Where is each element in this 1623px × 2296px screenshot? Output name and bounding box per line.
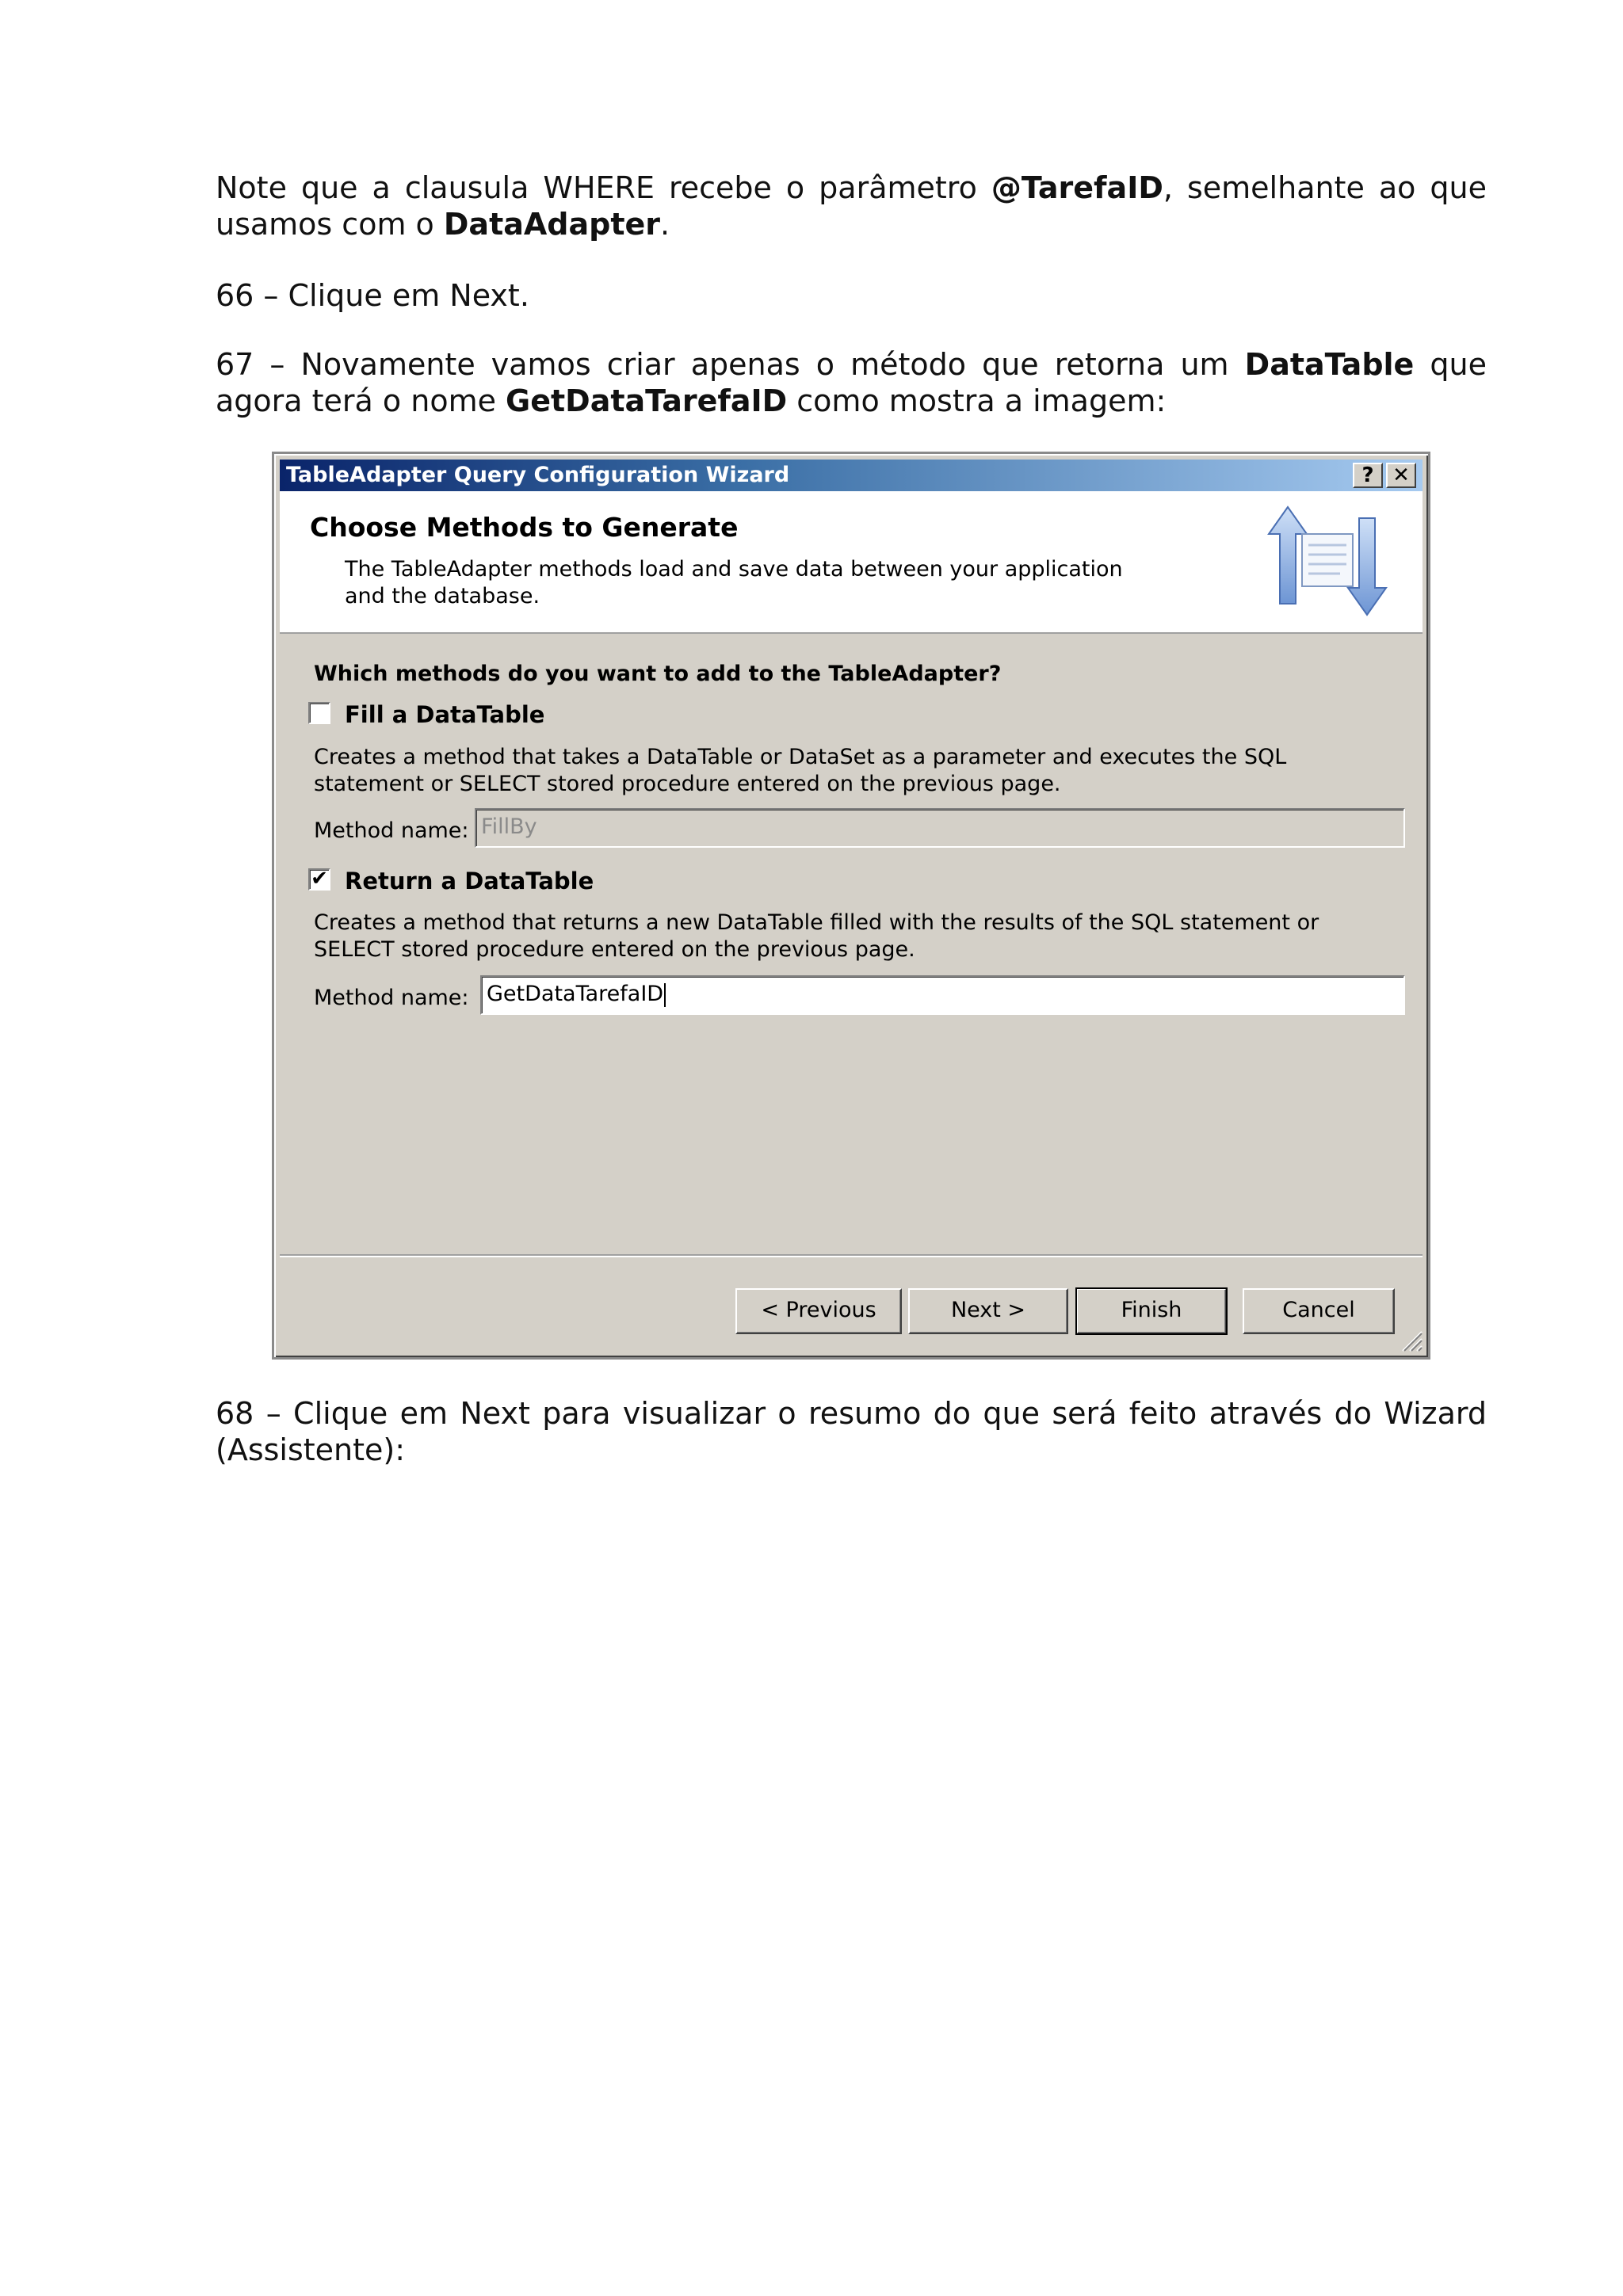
fill-datatable-checkbox[interactable] <box>308 702 330 724</box>
return-datatable-description: Creates a method that returns a new DataTable filled with the results of the SQL statement or SELECT stored procedure entered on the previous page. <box>314 910 1319 962</box>
bold-term-datatable: DataTable <box>1244 347 1415 382</box>
text-caret <box>664 983 666 1007</box>
paragraph-step-67 <box>216 346 1487 419</box>
text: Note que a clausula WHERE recebe o parâmetro <box>216 170 991 205</box>
resize-grip-icon[interactable] <box>1396 1325 1423 1352</box>
bold-term-getdatatarefaid: GetDataTarefaID <box>506 383 788 418</box>
return-datatable-label[interactable]: Return a DataTable <box>345 868 594 894</box>
text: . <box>660 207 670 242</box>
paragraph-step-66: 66 – Clique em Next. <box>216 278 529 313</box>
return-method-name-value: GetDataTarefaID <box>487 982 664 1006</box>
next-button[interactable]: Next > <box>908 1288 1068 1334</box>
return-datatable-checkbox[interactable] <box>308 868 330 891</box>
footer-separator <box>280 1254 1423 1257</box>
fill-method-name-label: Method name: <box>314 818 469 843</box>
fill-method-name-value: FillBy <box>481 814 537 839</box>
bold-term-tarefaid: @TarefaID <box>991 170 1163 205</box>
wizard-header-panel <box>280 491 1423 634</box>
dialog-title: TableAdapter Query Configuration Wizard <box>286 463 790 487</box>
fill-datatable-label[interactable]: Fill a DataTable <box>345 701 545 728</box>
tableadapter-wizard-dialog <box>272 452 1430 1360</box>
wizard-step-title: Choose Methods to Generate <box>310 512 739 543</box>
paragraph-step-68: 68 – Clique em Next para visualizar o resumo do que será feito através do Wizard (Assistente): <box>216 1396 1487 1467</box>
paragraph-note-where <box>216 170 1487 242</box>
fill-method-name-input[interactable] <box>475 808 1405 848</box>
help-icon: ? <box>1361 463 1374 487</box>
fill-datatable-description: Creates a method that takes a DataTable or DataSet as a parameter and executes the SQL statement or SELECT stored procedure entered on the previous page. <box>314 745 1287 796</box>
checkmark-icon: ✔ <box>311 867 328 891</box>
wizard-arrows-icon <box>1264 502 1391 620</box>
text: 67 – Novamente vamos criar apenas o método que retorna um <box>216 347 1245 382</box>
return-method-name-label: Method name: <box>314 986 469 1010</box>
text: que agora terá o nome <box>216 347 1487 418</box>
return-method-name-input[interactable] <box>480 975 1405 1015</box>
text: como mostra a imagem: <box>787 383 1167 418</box>
previous-button[interactable]: < Previous <box>735 1288 902 1334</box>
dialog-title-bar[interactable] <box>280 460 1423 491</box>
bold-term-dataadapter: DataAdapter <box>443 207 661 242</box>
cancel-button[interactable]: Cancel <box>1243 1288 1395 1334</box>
methods-question: Which methods do you want to add to the TableAdapter? <box>314 662 1002 686</box>
text: , semelhante ao que usamos com o <box>216 170 1487 242</box>
wizard-step-description: The TableAdapter methods load and save data between your application and the database. <box>345 557 1123 608</box>
help-button[interactable] <box>1353 463 1383 488</box>
finish-button[interactable]: Finish <box>1076 1288 1227 1334</box>
close-button[interactable] <box>1386 463 1416 488</box>
close-icon: ✕ <box>1392 463 1410 487</box>
